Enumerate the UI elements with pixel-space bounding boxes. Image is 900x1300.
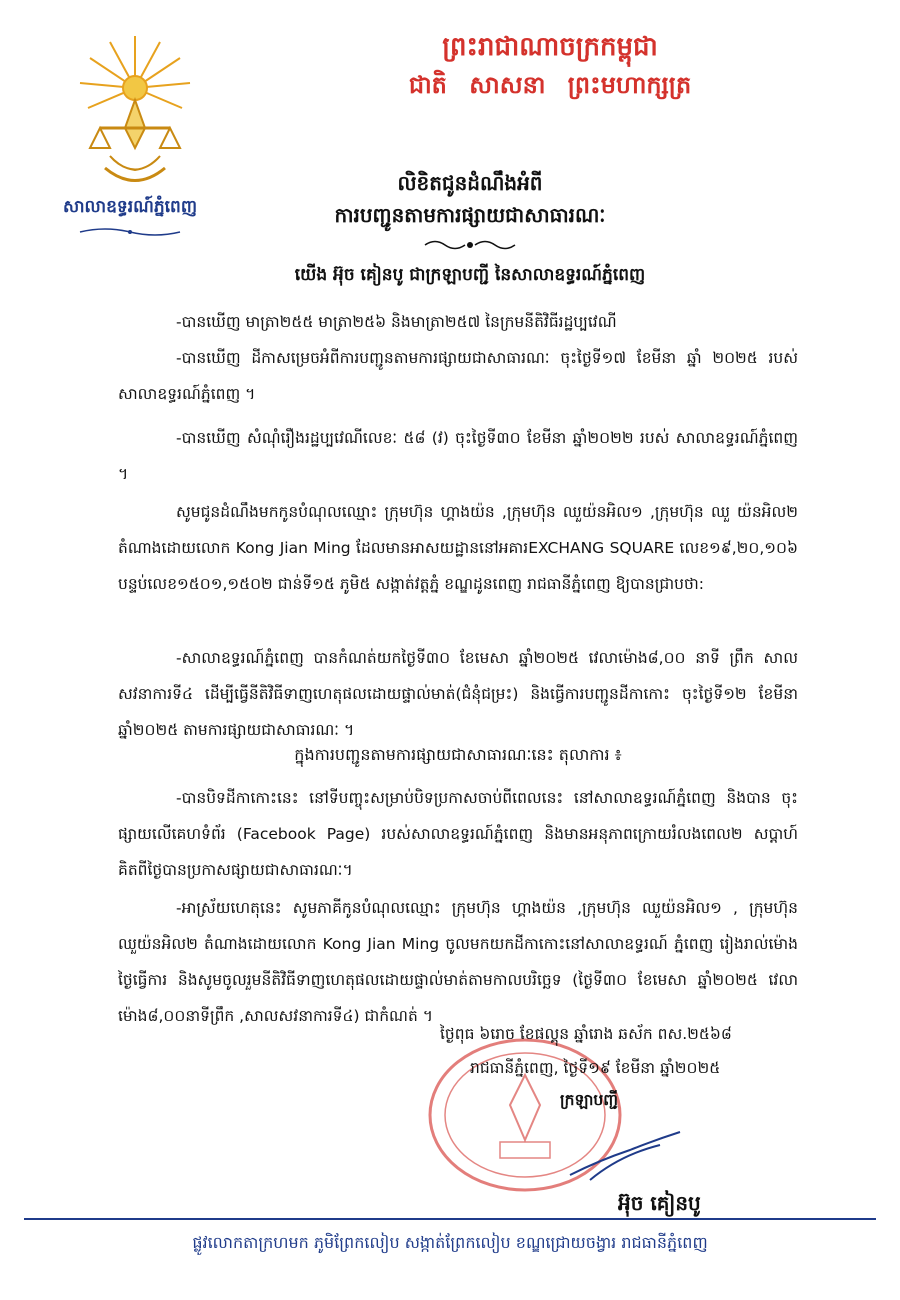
document-title-line2: ការបញ្ជូនតាមការផ្សាយជាសាធារណៈ [334, 203, 606, 227]
kingdom-title: ព្រះរាជាណាចក្រកម្ពុជា [442, 32, 658, 62]
document-title-line1: លិខិតជូនដំណឹងអំពី [397, 171, 543, 195]
paragraph-hearing-schedule: -សាលាឧទ្ធរណ៍ភ្នំពេញ បានកំណត់យកថ្ងៃទី៣០ ខែមេសា ឆ្នាំ២០២៥ វេលាម៉ោង៨,០០ នាទី ព្រឹក សាលសវនាការទី៤ ដើម្បីធ្វើនីតិវិធីទាញហេតុផលដោយផ្ទាល់មាត់(ជំនុំជម្រះ) និងធ្វើការបញ្ជូនដីកាកោះ ចុះថ្ងៃទី១២ ខែមីនា ឆ្នាំ២០២៥ តាមការផ្សាយជាសាធារណៈ ។ [118, 649, 798, 739]
title-ornament [420, 238, 520, 252]
paragraph-legal-basis-articles: -បានឃើញ មាត្រា២៥៥ មាត្រា២៥៦ និងមាត្រា២៥៧ នៃក្រមនីតិវិធីរដ្ឋប្បវេណី [176, 313, 617, 331]
section-heading: ក្នុងការបញ្ជូនតាមការផ្សាយជាសាធារណៈនេះ តុលាការ ៖ [294, 745, 622, 764]
paragraph-notice-to-debtor: សូមជូនដំណឹងមកកូនបំណុលឈ្មោះ ក្រុមហ៊ុន ហ្គាងយ៉ន ,ក្រុមហ៊ុន ឈួយ៉នអិល១ ,ក្រុមហ៊ុន ឈួ យ៉នអិល២ តំណាងដោយលោក Kong Jian Ming ដែលមានអាសយដ្ឋាននៅអគារEXCHANG SQUARE លេខ១៩,២០,១០៦ បន្ទប់លេខ១៥០១,១៥០២ ជាន់ទី១៥ ភូមិ៥ សង្កាត់វត្តភ្នំ ខណ្ឌដូនពេញ រាជធានីភ្នំពេញ ឱ្យបានជ្រាបថា: [118, 503, 798, 593]
lunar-date: ថ្ងៃពុធ ៦រោច ខែផល្គុន ឆ្នាំរោង ឆស័ក ពស.២៥៦៨ [440, 1025, 732, 1043]
kingdom-motto: ជាតិ សាសនា ព្រះមហាក្សត្រ [408, 71, 692, 99]
paragraph-decision-reference: -បានឃើញ ដីកាសម្រេចអំពីការបញ្ជូនតាមការផ្សាយជាសាធារណៈ ចុះថ្ងៃទី១៧ ខែមីនា ឆ្នាំ ២០២៥ របស់សាលាឧទ្ធរណ៍ភ្នំពេញ ។ [118, 349, 798, 403]
paragraph-publication-details: -បានបិទដីកាកោះនេះ នៅទីបញ្ចុះសម្រាប់បិទប្រកាសចាប់ពីពេលនេះ នៅសាលាឧទ្ធរណ៍ភ្នំពេញ និងបាន ចុះផ្សាយលើគេហទំព័រ (Facebook Page) របស់សាលាឧទ្ធរណ៍ភ្នំពេញ និងមានអនុភាពក្រោយរំលងពេល២ សប្តាហ៍ គិតពីថ្ងៃបានប្រកាសផ្សាយជាសាធារណៈ។ [118, 789, 798, 879]
court-name: សាលាឧទ្ធរណ៍ភ្នំពេញ [62, 197, 198, 217]
court-emblem-icon [70, 28, 200, 193]
signer-name: អ៊ុច គៀនបូ [618, 1191, 701, 1215]
footer-divider [24, 1218, 876, 1220]
paragraph-summons-instruction: -អាស្រ័យហេតុនេះ សូមភាគីកូនបំណុលឈ្មោះ ក្រុមហ៊ុន ហ្គាងយ៉ន ,ក្រុមហ៊ុន ឈួយ៉នអិល១ , ក្រុមហ៊ុន ឈួយ៉នអិល២ តំណាងដោយលោក Kong Jian Ming ចូលមកយកដីកាកោះនៅសាលាឧទ្ធរណ៍ ភ្នំពេញ រៀងរាល់ម៉ោងថ្ងៃធ្វើការ និងសូមចូលរួមនីតិវិធីទាញហេតុផលដោយផ្ទាល់មាត់តាមកាលបរិច្ឆេទ (ថ្ងៃទី៣០ ខែមេសា ឆ្នាំ២០២៥ វេលាម៉ោង៨,០០នាទីព្រឹក ,សាលសវនាការទី៤) ជាកំណត់ ។ [118, 899, 798, 1025]
signer-role: ក្រឡាបញ្ជី [560, 1091, 618, 1109]
paragraph-case-file-reference: -បានឃើញ សំណុំរឿងរដ្ឋប្បវេណីលេខៈ ៥៨ (វ) ចុះថ្ងៃទី៣០ ខែមីនា ឆ្នាំ២០២២ របស់ សាលាឧទ្ធរណ៍ភ្នំពេញ ។ [118, 429, 798, 483]
solar-date: រាជធានីភ្នំពេញ, ថ្ងៃទី១៩ ខែមីនា ឆ្នាំ២០២៥ [470, 1059, 721, 1077]
handwritten-signature-icon [560, 1120, 700, 1190]
footer-address: ផ្លូវលោកតាក្រហមក ភូមិព្រែកលៀប សង្កាត់ព្រែកលៀប ខណ្ឌជ្រោយចង្វារ រាជធានីភ្នំពេញ [192, 1233, 708, 1252]
issuer-line: យើង អ៊ុច គៀនបូ ជាក្រឡាបញ្ជី នៃសាលាឧទ្ធរណ៍ភ្នំពេញ [294, 265, 646, 285]
